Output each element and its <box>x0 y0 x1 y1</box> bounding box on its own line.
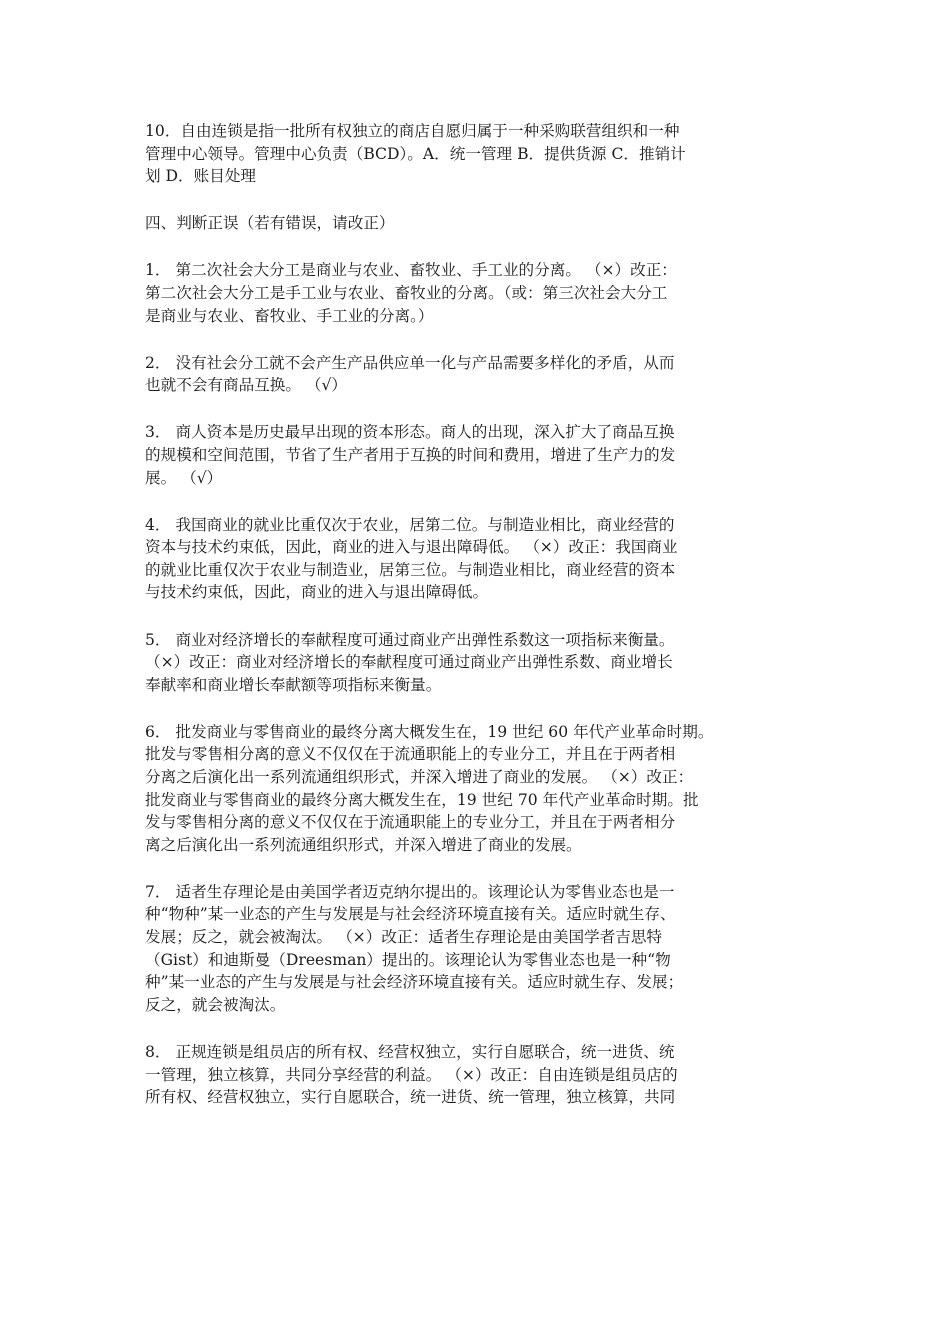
question-10-paragraph: 10．自由连锁是指一批所有权独立的商店自愿归属于一种采购联营组织和一种 管理中心领导。管理中心负责（BCD）。A．统一管理 B．提供货源 C．推销计 划 D．账目处理 <box>145 122 686 186</box>
item-8-paragraph: 8． 正规连锁是组员店的所有权、经营权独立，实行自愿联合，统一进货、统 一管理，独立核算，共同分享经营的利益。 （×）改正：自由连锁是组员店的 所有权、经营权独立，实行自愿联合，统一进货、统一管理，独立核算，共同 <box>145 1042 678 1107</box>
item-7-paragraph: 7． 适者生存理论是由美国学者迈克纳尔提出的。该理论认为零售业态也是一 种“物种”某一业态的产生与发展是与社会经济环境直接有关。适应时就生存、 发展；反之，就会被淘汰。 （×）改正：适者生存理论是由美国学者吉思特 （Gist）和迪斯曼（Dreesman）提出的。该理论认为零售业态也是一种“物 种”某一业态的产生与发展是与社会经济环境直接有关。适应时就生存、发展； 反之，就会被淘汰。 <box>145 882 684 1014</box>
item-6-paragraph: 6． 批发商业与零售商业的最终分离大概发生在，19 世纪 60 年代产业革命时期。 批发与零售相分离的意义不仅仅在于流通职能上的专业分工，并且在于两者相 分离之后演化出一系列流通组织形式，并深入增进了商业的发展。 （×）改正： 批发商业与零售商业的最终分离大概发生在，19 世纪 70 年代产业革命时期。批 发与零售相分离的意义不仅仅在于流通职能上的专业分工，并且在于两者相分 离之后演化出一系列流通组织形式，并深入增进了商业的发展。 <box>145 722 714 854</box>
item-5-paragraph: 5． 商业对经济增长的奉献程度可通过商业产出弹性系数这一项指标来衡量。 （×）改正：商业对经济增长的奉献程度可通过商业产出弹性系数、商业增长 奉献率和商业增长奉献额等项指标来衡量。 <box>145 630 675 694</box>
section-heading: 四、判断正误（若有错误，请改正） <box>145 214 395 233</box>
document-page <box>145 120 825 1133</box>
item-4-paragraph: 4． 我国商业的就业比重仅次于农业，居第二位。与制造业相比，商业经营的 资本与技术约束低，因此，商业的进入与退出障碍低。 （×）改正：我国商业 的就业比重仅次于农业与制造业，居第三位。与制造业相比，商业经营的资本 与技术约束低，因此，商业的进入与退出障碍低。 <box>145 515 678 602</box>
item-1-paragraph: 1． 第二次社会大分工是商业与农业、畜牧业、手工业的分离。 （×）改正： 第二次社会大分工是手工业与农业、畜牧业的分离。（或：第三次社会大分工 是商业与农业、畜牧业、手工业的分离。） <box>145 261 677 325</box>
item-3-paragraph: 3． 商人资本是历史最早出现的资本形态。商人的出现，深入扩大了商品互换 的规模和空间范围，节省了生产者用于互换的时间和费用，增进了生产力的发 展。 （√） <box>145 423 676 487</box>
item-2-paragraph: 2． 没有社会分工就不会产生产品供应单一化与产品需要多样化的矛盾，从而 也就不会有商品互换。 （√） <box>145 353 675 395</box>
